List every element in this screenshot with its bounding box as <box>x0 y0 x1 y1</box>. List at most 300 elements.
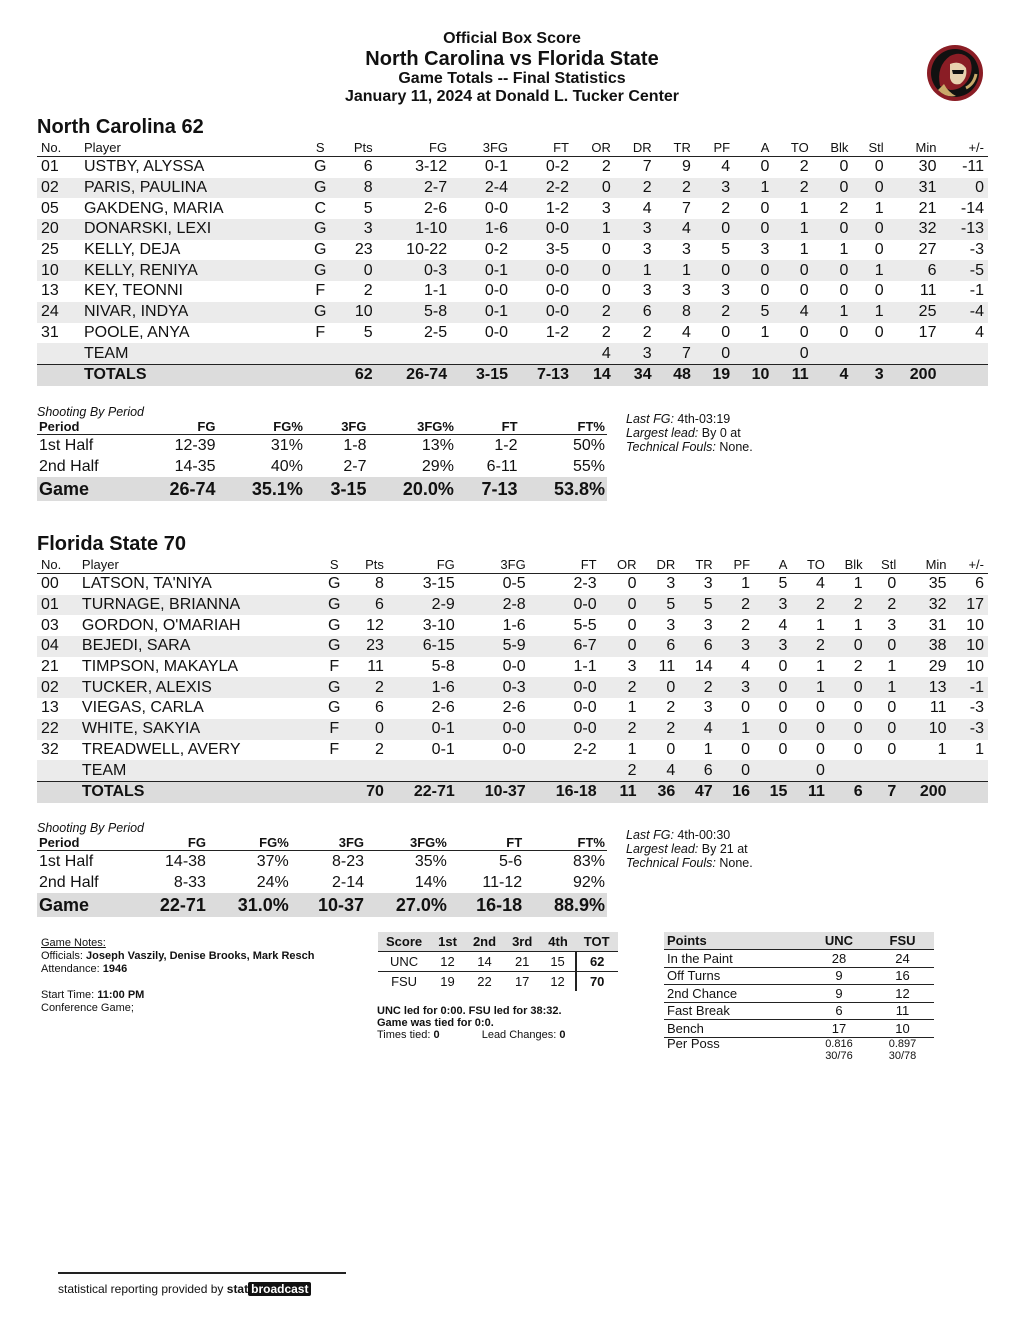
stat-cell: 2 <box>615 178 656 199</box>
player-name: GORDON, O'MARIAH <box>81 616 241 634</box>
game-cell: 7-13 <box>456 477 520 501</box>
led-note: UNC led for 0:00. FSU led for 38:32. <box>377 1005 562 1017</box>
period-cell: 35% <box>414 852 447 870</box>
stat-cell <box>349 760 388 781</box>
stat-cell: 2 <box>642 323 652 341</box>
stat-cell: 3 <box>627 658 637 676</box>
score-cell: 12 <box>430 952 465 972</box>
stat-cell: 0-0 <box>512 260 573 281</box>
stat-cell: 2 <box>791 636 828 657</box>
officials-label: Officials: <box>41 950 83 962</box>
stat-cell: 0 <box>773 260 812 281</box>
player-name: NIVAR, INDYA <box>80 302 305 323</box>
stat-cell: 2 <box>853 658 863 676</box>
game-cell: 88.9% <box>524 893 607 917</box>
stat-cell: 1 <box>734 178 773 199</box>
period-cell: 1st Half <box>39 436 94 454</box>
score-team: UNC <box>378 952 430 972</box>
total-cell: 11 <box>791 781 828 802</box>
stat-cell <box>336 343 377 364</box>
stat-cell: 0 <box>695 343 734 364</box>
stat-cell: 6 <box>640 636 679 657</box>
technical-fouls-value: None. <box>719 856 753 870</box>
score-cell: 15 <box>540 952 576 972</box>
stat-cell: 0 <box>867 636 901 657</box>
stat-cell: 2-4 <box>451 178 512 199</box>
stat-cell: 0 <box>627 616 637 634</box>
stat-cell: 10 <box>966 616 984 634</box>
unc-box-header <box>37 139 988 157</box>
fsu-period-header <box>37 835 607 851</box>
total-cell: 26-74 <box>377 364 451 385</box>
stat-cell: 3-12 <box>415 158 448 176</box>
stat-cell: 7 <box>642 158 652 176</box>
stat-cell: -1 <box>969 282 984 300</box>
score-header: 4th <box>540 932 576 952</box>
stat-cell: 0-5 <box>502 575 526 593</box>
stat-cell: 4 <box>778 616 788 634</box>
player-name: VIEGAS, CARLA <box>81 699 204 717</box>
stat-cell: G <box>314 158 327 176</box>
fsu-box-score-table <box>37 556 988 803</box>
stat-cell: 3 <box>681 282 691 300</box>
per-poss-unc-ratio: 30/76 <box>825 1049 853 1062</box>
stat-cell: 0 <box>741 740 751 758</box>
total-cell: 36 <box>640 781 679 802</box>
stat-cell: 11 <box>367 658 384 676</box>
stat-cell: 0 <box>813 178 853 199</box>
statbroadcast-logo <box>227 1282 312 1296</box>
period-header: FG% <box>217 419 304 435</box>
stat-cell: 2 <box>799 158 809 176</box>
stat-cell: 0-3 <box>377 260 451 281</box>
stat-cell: 0 <box>601 282 611 300</box>
totals-row <box>37 781 988 802</box>
period-cell: 1st Half <box>39 852 94 870</box>
player-row <box>37 302 988 323</box>
stat-cell: 1 <box>937 740 947 758</box>
stat-cell: 4 <box>642 199 652 217</box>
stat-cell: 4 <box>640 760 679 781</box>
stat-cell: G <box>314 241 327 259</box>
report-type: Official Box Score <box>443 30 581 47</box>
score-header: Score <box>378 932 430 952</box>
stat-cell: 0-1 <box>484 158 509 176</box>
stat-cell: 0 <box>829 677 867 698</box>
stat-cell: G <box>305 302 336 323</box>
stat-cell: 0 <box>815 740 825 758</box>
period-cell: 31% <box>270 436 303 454</box>
stat-cell: 5 <box>721 241 731 259</box>
stat-cell: 6 <box>888 260 941 281</box>
player-name: GAKDENG, MARIA <box>83 199 224 217</box>
stat-cell: F <box>315 282 326 300</box>
column-header: Player <box>80 139 305 157</box>
stat-cell <box>459 760 530 781</box>
player-row <box>37 615 988 636</box>
stat-cell: 0-0 <box>459 719 530 740</box>
stat-cell: 4 <box>573 343 615 364</box>
stat-cell: 2 <box>601 719 641 740</box>
period-cell: 11-12 <box>482 873 523 891</box>
player-row <box>37 219 988 240</box>
total-cell: 14 <box>573 364 615 385</box>
stat-cell: 4 <box>815 575 825 593</box>
stat-cell: 0 <box>734 260 773 281</box>
lead-changes-value: 0 <box>559 1029 566 1041</box>
stat-cell: 0 <box>867 719 901 740</box>
stat-cell: 0 <box>573 260 615 281</box>
stat-cell: 04 <box>37 636 78 657</box>
stat-cell: 1-2 <box>545 199 569 217</box>
stat-cell: 6 <box>679 760 716 781</box>
stat-cell: 0 <box>874 282 884 300</box>
total-cell: 48 <box>656 364 695 385</box>
stat-cell: 3-5 <box>545 241 569 259</box>
column-header: Blk <box>829 556 867 574</box>
stat-cell: 1 <box>627 699 637 717</box>
period-header: Period <box>37 419 138 435</box>
stat-cell: 1 <box>839 241 849 259</box>
score-header: 2nd <box>465 932 504 952</box>
stat-cell: 1-1 <box>423 282 448 300</box>
last-fg-label: Last FG: <box>626 412 674 426</box>
stat-cell: 0-1 <box>451 302 512 323</box>
stat-cell: 0-0 <box>530 677 601 698</box>
stat-cell: 0 <box>741 699 751 717</box>
player-name: USTBY, ALYSSA <box>83 158 205 176</box>
column-header: S <box>305 139 336 157</box>
points-value: 12 <box>871 985 934 1003</box>
stat-cell: 2 <box>867 595 901 616</box>
unc-game-notes <box>626 412 753 454</box>
period-header: 3FG <box>305 419 369 435</box>
column-header: 3FG <box>451 139 512 157</box>
stat-cell: 2 <box>839 199 849 217</box>
stat-cell: 20 <box>37 219 80 240</box>
period-row <box>37 872 607 893</box>
stat-cell: 3 <box>666 575 676 593</box>
stat-cell: 7 <box>656 343 695 364</box>
unc-shooting-caption: Shooting By Period <box>37 405 145 419</box>
stat-cell: F <box>319 719 349 740</box>
stat-cell: F <box>315 323 326 341</box>
start-time-label: Start Time: <box>41 989 95 1001</box>
stat-cell: 4 <box>741 658 751 676</box>
game-cell: 3-15 <box>305 477 369 501</box>
stat-cell: 2 <box>640 719 679 740</box>
stat-cell: 0 <box>839 282 849 300</box>
points-header: FSU <box>871 932 934 950</box>
stat-cell: 6 <box>975 575 984 593</box>
total-cell: 200 <box>888 364 941 385</box>
column-header: DR <box>640 556 679 574</box>
score-by-period-table <box>378 932 618 991</box>
column-header: TO <box>773 139 812 157</box>
seminole-head-logo <box>926 44 984 102</box>
stat-cell: 2 <box>773 178 812 199</box>
column-header: Min <box>888 139 941 157</box>
stat-cell: 3 <box>703 575 713 593</box>
times-tied-value: 0 <box>433 1029 440 1041</box>
stat-cell: 2-8 <box>459 595 530 616</box>
total-cell <box>37 364 80 385</box>
period-cell: 24% <box>256 873 289 891</box>
stat-cell: 1 <box>975 740 984 758</box>
stat-cell: 02 <box>37 677 78 698</box>
total-cell: 15 <box>754 781 791 802</box>
total-cell: 19 <box>695 364 734 385</box>
stat-cell: 1 <box>867 677 901 698</box>
period-cell: 40% <box>270 457 303 475</box>
player-row <box>37 574 988 595</box>
column-header: Stl <box>867 556 901 574</box>
column-header: OR <box>601 556 641 574</box>
points-value: 9 <box>807 967 871 985</box>
stat-cell: 2 <box>374 740 384 758</box>
footer-text: statistical reporting provided by <box>58 1282 224 1296</box>
total-cell <box>940 364 988 385</box>
column-header: FG <box>388 556 459 574</box>
stat-cell: 8 <box>374 575 384 593</box>
fsu-shooting-caption: Shooting By Period <box>37 821 145 835</box>
stat-cell: 2-2 <box>512 178 573 199</box>
stat-cell: 1 <box>773 219 812 240</box>
period-header: FT <box>456 419 520 435</box>
stat-cell <box>388 760 459 781</box>
stat-cell: 0 <box>627 575 637 593</box>
stat-cell: 0 <box>874 323 884 341</box>
period-header: FG% <box>208 835 291 851</box>
stat-cell: -3 <box>951 719 988 740</box>
stat-cell: 4 <box>656 219 695 240</box>
stat-cell: 35 <box>928 575 947 593</box>
stat-cell <box>867 760 901 781</box>
score-team: FSU <box>391 974 418 989</box>
largest-lead-value: By 0 at <box>701 426 741 440</box>
column-header: DR <box>615 139 656 157</box>
stat-cell: G <box>328 575 341 593</box>
score-cell: 14 <box>465 952 504 972</box>
technical-fouls-label: Technical Fouls: <box>626 856 716 870</box>
tied-note: Game was tied for 0:0. <box>377 1017 494 1029</box>
player-row <box>37 323 988 344</box>
stat-cell: 5-8 <box>377 302 451 323</box>
per-poss-fsu-ratio: 30/78 <box>888 1049 917 1062</box>
stat-cell: 21 <box>41 658 59 676</box>
stat-cell: 3 <box>615 343 656 364</box>
stat-cell: 1 <box>627 740 637 758</box>
column-header: Min <box>900 556 950 574</box>
stat-cell: 3 <box>717 677 754 698</box>
stat-cell: 1-10 <box>377 219 451 240</box>
player-name: TEAM <box>80 343 305 364</box>
player-name: KEY, TEONNI <box>83 282 183 300</box>
stat-cell: 10 <box>951 636 988 657</box>
stat-cell: 1 <box>853 575 863 593</box>
column-header: OR <box>573 139 615 157</box>
stat-cell: 1 <box>703 740 713 758</box>
stat-cell: 0 <box>829 719 867 740</box>
fsu-box-body <box>37 574 988 803</box>
player-row <box>37 157 988 178</box>
stat-cell: 0 <box>754 677 791 698</box>
stat-cell: 1-2 <box>545 323 569 341</box>
player-row <box>37 281 988 302</box>
stat-cell: 3 <box>615 219 656 240</box>
points-row <box>664 985 934 1003</box>
points-header: Points <box>664 932 807 950</box>
stat-cell <box>377 343 451 364</box>
times-tied-label: Times tied: <box>377 1029 431 1041</box>
stat-cell: 14 <box>694 658 713 676</box>
stat-cell <box>951 760 988 781</box>
team-title-fsu: Florida State 70 <box>37 533 186 555</box>
total-cell: 10 <box>734 364 773 385</box>
score-total: 62 <box>576 952 618 972</box>
period-cell: 1-2 <box>494 436 518 454</box>
stat-cell: 5-9 <box>459 636 530 657</box>
stat-cell: 0 <box>773 343 812 364</box>
score-total: 70 <box>576 972 618 992</box>
stat-cell: 0 <box>666 740 676 758</box>
total-cell: 3-15 <box>451 364 512 385</box>
stat-cell: 0-2 <box>484 241 509 259</box>
stat-cell: 0 <box>791 719 828 740</box>
stat-cell <box>530 760 601 781</box>
period-header: FT <box>449 835 524 851</box>
stat-cell: 2-6 <box>502 699 526 717</box>
column-header: A <box>754 556 791 574</box>
total-cell: 10-37 <box>459 781 530 802</box>
total-cell <box>37 781 78 802</box>
stat-cell: 29 <box>928 658 947 676</box>
stat-cell: 3 <box>642 282 652 300</box>
period-cell: 2-7 <box>343 457 367 475</box>
player-name: TEAM <box>78 760 320 781</box>
game-cell: 35.1% <box>217 477 304 501</box>
points-value: 9 <box>807 985 871 1003</box>
stat-cell: 0-1 <box>388 719 459 740</box>
stat-cell: 32 <box>900 595 950 616</box>
stat-cell: 1 <box>852 302 887 323</box>
stat-cell <box>940 343 988 364</box>
points-value: 11 <box>871 1002 934 1020</box>
column-header: FT <box>530 556 601 574</box>
stat-cell: 0 <box>813 260 853 281</box>
stat-cell: 1 <box>656 260 695 281</box>
stat-cell: 0 <box>695 260 734 281</box>
stat-cell: 17 <box>918 323 937 341</box>
stat-cell: 0-0 <box>484 282 509 300</box>
stat-cell: 0-0 <box>573 699 597 717</box>
game-cell: Game <box>37 477 138 501</box>
period-cell: 2nd Half <box>39 873 99 891</box>
player-row <box>37 698 988 719</box>
stat-cell: 13 <box>41 699 59 717</box>
stat-cell: 0 <box>778 658 788 676</box>
period-cell: 2-14 <box>332 873 365 891</box>
stat-cell: 3 <box>717 636 754 657</box>
column-header: Blk <box>813 139 853 157</box>
stat-cell: 1 <box>799 199 809 217</box>
points-value: 16 <box>871 967 934 985</box>
column-header: FG <box>377 139 451 157</box>
game-cell: 53.8% <box>520 477 607 501</box>
player-name: TUCKER, ALEXIS <box>78 677 320 698</box>
stat-cell: 32 <box>888 219 941 240</box>
stat-cell: 21 <box>918 199 937 217</box>
stat-cell: 0-1 <box>451 260 512 281</box>
stat-cell: 0 <box>874 241 884 259</box>
stat-cell: 25 <box>888 302 941 323</box>
unc-box-body <box>37 157 988 386</box>
stat-cell: 0 <box>754 719 791 740</box>
stat-cell: C <box>314 199 327 217</box>
stat-cell: 01 <box>41 158 59 176</box>
points-category: Fast Break <box>664 1002 807 1020</box>
stat-cell: 1 <box>741 575 751 593</box>
stat-cell: 1 <box>717 719 754 740</box>
stat-cell: 3 <box>666 616 676 634</box>
stat-cell: -5 <box>940 260 988 281</box>
game-cell: 22-71 <box>133 893 208 917</box>
stat-cell <box>734 343 773 364</box>
stat-cell <box>754 760 791 781</box>
stat-cell: 0 <box>815 699 825 717</box>
stat-cell: 13 <box>900 677 950 698</box>
period-row <box>37 456 607 477</box>
game-cell: Game <box>37 893 133 917</box>
stat-cell <box>37 760 78 781</box>
stat-cell: 2 <box>679 677 716 698</box>
brand-broadcast: broadcast <box>248 1282 311 1296</box>
lead-changes-label: Lead Changes: <box>481 1029 557 1041</box>
total-cell: 3 <box>852 364 887 385</box>
stat-cell <box>888 343 941 364</box>
points-row <box>664 967 934 985</box>
stat-cell: 00 <box>41 575 59 593</box>
total-cell: TOTALS <box>80 364 305 385</box>
stat-cell: 32 <box>41 740 59 758</box>
period-cell: 6-11 <box>486 457 518 475</box>
fsu-period-table <box>37 835 607 917</box>
stat-cell: 0 <box>734 219 773 240</box>
total-cell: 16 <box>717 781 754 802</box>
stat-cell: 0 <box>829 636 867 657</box>
stat-cell: 3 <box>887 616 897 634</box>
stat-cell: G <box>305 219 336 240</box>
unc-shooting-by-period <box>37 405 607 501</box>
player-row <box>37 178 988 199</box>
stat-cell: 0-3 <box>459 677 530 698</box>
stat-cell: 0 <box>852 219 887 240</box>
column-header: TR <box>679 556 716 574</box>
player-row <box>37 198 988 219</box>
stat-cell: 2 <box>791 595 828 616</box>
stat-cell: 3 <box>601 199 611 217</box>
stat-cell: 0 <box>778 740 788 758</box>
stat-cell: 0 <box>695 219 734 240</box>
technical-fouls-value: None. <box>719 440 753 454</box>
stat-cell: 1-6 <box>451 219 512 240</box>
unc-box-score-table <box>37 139 988 386</box>
period-cell: 14-38 <box>165 852 206 870</box>
column-header: S <box>319 556 349 574</box>
stat-cell: 0 <box>640 677 679 698</box>
game-date-venue: January 11, 2024 at Donald L. Tucker Center <box>344 88 680 105</box>
game-cell: 16-18 <box>449 893 524 917</box>
